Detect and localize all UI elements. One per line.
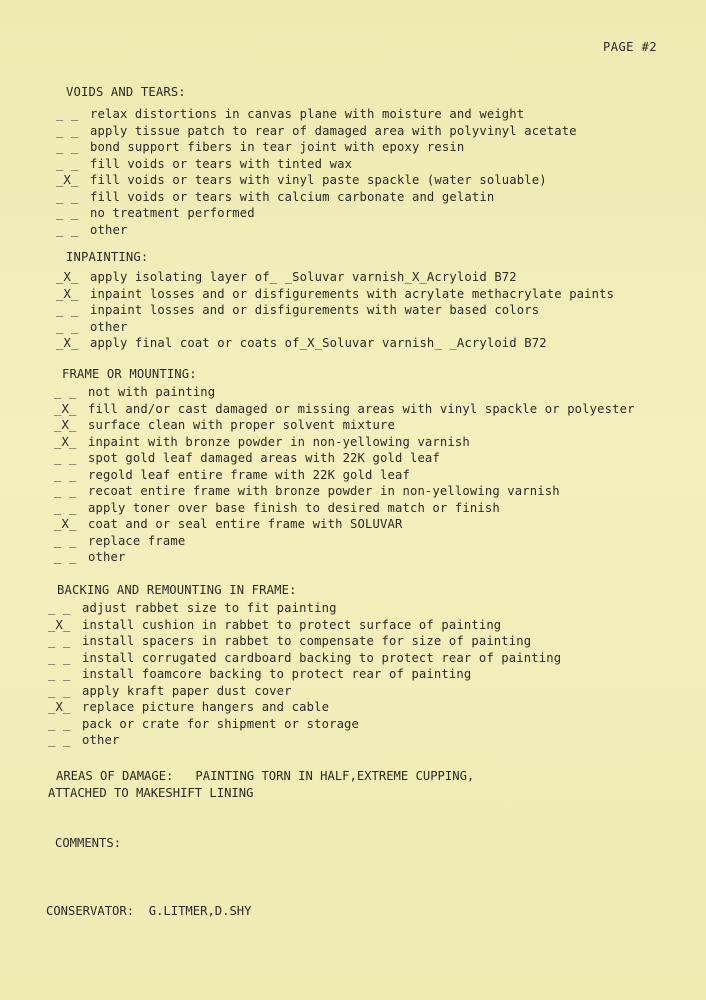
check-mark: _ _ — [48, 683, 71, 698]
item-text: install foamcore backing to protect rear of painting — [82, 667, 472, 681]
check-mark: _ _ — [54, 467, 77, 482]
section-heading: VOIDS AND TEARS: — [66, 85, 186, 99]
checklist-item — [48, 732, 561, 749]
item-text: apply toner over base finish to desired match or finish — [88, 500, 500, 515]
checklist-item — [56, 189, 577, 206]
item-text: adjust rabbet size to fit painting — [82, 601, 337, 615]
areas-of-damage-line1: PAINTING TORN IN HALF,EXTREME CUPPING, — [195, 769, 475, 783]
item-text: apply kraft paper dust cover — [82, 683, 292, 698]
checklist-item — [54, 500, 635, 517]
item-text: other — [82, 733, 120, 747]
check-mark: _X_ — [54, 418, 77, 432]
areas-of-damage-line2: ATTACHED TO MAKESHIFT LINING — [48, 786, 254, 800]
check-mark: _ _ — [56, 107, 79, 121]
checklist-item — [56, 156, 577, 173]
comments-label: COMMENTS: — [55, 836, 122, 850]
check-mark: _ _ — [56, 206, 79, 220]
check-mark: _ _ — [56, 156, 79, 171]
check-mark: _ _ — [48, 667, 71, 681]
checklist-item — [54, 401, 635, 418]
check-mark: _ _ — [56, 303, 79, 317]
conservator-line — [46, 904, 251, 918]
item-text: install corrugated cardboard backing to protect rear of painting — [82, 650, 562, 665]
section-heading: INPAINTING: — [66, 250, 149, 264]
section-heading: BACKING AND REMOUNTING IN FRAME: — [57, 583, 297, 597]
areas-of-damage — [48, 768, 474, 802]
check-mark: _ _ — [56, 319, 79, 334]
item-text: surface clean with proper solvent mixture — [88, 418, 395, 432]
checklist-item — [56, 205, 577, 222]
section-heading: FRAME OR MOUNTING: — [62, 367, 197, 381]
item-text: regold leaf entire frame with 22K gold leaf — [88, 467, 410, 482]
checklist-item — [56, 319, 614, 336]
item-text: install spacers in rabbet to compensate for size of painting — [82, 634, 532, 648]
checklist-item — [54, 467, 635, 484]
item-text: inpaint losses and or disfigurements with water based colors — [90, 303, 540, 317]
item-text: apply isolating layer of_ _Soluvar varnish_X_Acryloid B72 — [90, 270, 517, 284]
checklist-item — [56, 123, 577, 140]
check-mark: _ _ — [56, 189, 79, 204]
item-text: fill voids or tears with vinyl paste spackle (water soluable) — [90, 173, 547, 187]
checklist-item — [48, 650, 561, 667]
checklist-item — [56, 269, 614, 286]
checklist-item — [56, 335, 614, 352]
item-text: bond support fibers in tear joint with epoxy resin — [90, 140, 465, 154]
item-text: apply tissue patch to rear of damaged area with polyvinyl acetate — [90, 123, 577, 138]
check-mark: _ _ — [54, 533, 77, 548]
checklist-item — [48, 716, 561, 733]
item-text: replace picture hangers and cable — [82, 700, 330, 714]
check-mark: _ _ — [48, 650, 71, 665]
checklist-item — [56, 286, 614, 303]
check-mark: _ _ — [54, 484, 77, 498]
check-mark: _ _ — [56, 140, 79, 154]
item-text: fill voids or tears with calcium carbonate and gelatin — [90, 189, 495, 204]
check-mark: _X_ — [48, 617, 71, 632]
check-mark: _X_ — [56, 286, 79, 301]
checklist-item — [56, 139, 577, 156]
page-number: PAGE #2 — [603, 40, 658, 54]
checklist-item — [54, 450, 635, 467]
check-mark: _X_ — [56, 270, 79, 284]
checklist-item — [54, 533, 635, 550]
section-backing-and-remounting — [48, 582, 561, 749]
checklist-item — [56, 222, 577, 239]
check-mark: _ _ — [56, 123, 79, 138]
check-mark: _ _ — [54, 385, 77, 399]
check-mark: _ _ — [48, 634, 71, 648]
check-mark: _ _ — [54, 550, 77, 564]
item-text: fill and/or cast damaged or missing areas with vinyl spackle or polyester — [88, 401, 635, 416]
checklist-item — [54, 434, 635, 451]
item-text: relax distortions in canvas plane with moisture and weight — [90, 107, 525, 121]
checklist-item — [48, 699, 561, 716]
conservator-value: G.LITMER,D.SHY — [148, 904, 252, 918]
checklist-item — [48, 683, 561, 700]
item-text: replace frame — [88, 533, 186, 548]
check-mark: _X_ — [56, 336, 79, 350]
checklist-item — [48, 666, 561, 683]
item-text: other — [90, 222, 128, 237]
item-text: not with painting — [88, 385, 216, 399]
conservator-label: CONSERVATOR: — [46, 904, 135, 918]
checklist-item — [48, 633, 561, 650]
section-inpainting — [56, 249, 614, 352]
item-text: recoat entire frame with bronze powder in non-yellowing varnish — [88, 484, 560, 498]
item-text: inpaint losses and or disfigurements with acrylate methacrylate paints — [90, 286, 615, 301]
checklist-item — [54, 384, 635, 401]
item-text: no treatment performed — [90, 206, 255, 220]
checklist-item — [54, 483, 635, 500]
checklist-item — [48, 617, 561, 634]
check-mark: _X_ — [48, 700, 71, 714]
areas-of-damage-label: AREAS OF DAMAGE: — [56, 769, 174, 783]
section-voids-and-tears — [56, 84, 577, 238]
item-text: pack or crate for shipment or storage — [82, 716, 360, 731]
check-mark: _ _ — [54, 451, 77, 465]
check-mark: _X_ — [54, 517, 77, 531]
item-text: other — [88, 550, 126, 564]
check-mark: _ _ — [48, 716, 71, 731]
check-mark: _ _ — [56, 222, 79, 237]
item-text: inpaint with bronze powder in non-yellowing varnish — [88, 434, 470, 449]
check-mark: _X_ — [54, 434, 77, 449]
item-text: spot gold leaf damaged areas with 22K gold leaf — [88, 451, 440, 465]
item-text: apply final coat or coats of_X_Soluvar varnish_ _Acryloid B72 — [90, 336, 547, 350]
item-text: coat and or seal entire frame with SOLUVAR — [88, 517, 403, 531]
check-mark: _ _ — [48, 733, 71, 747]
check-mark: _X_ — [56, 173, 79, 187]
check-mark: _X_ — [54, 401, 77, 416]
section-frame-or-mounting — [54, 366, 635, 566]
checklist-item — [48, 600, 561, 617]
checklist-item — [56, 106, 577, 123]
checklist-item — [54, 549, 635, 566]
checklist-item — [56, 302, 614, 319]
checklist-item — [54, 516, 635, 533]
check-mark: _ _ — [48, 601, 71, 615]
checklist-item — [56, 172, 577, 189]
item-text: install cushion in rabbet to protect surface of painting — [82, 617, 502, 632]
check-mark: _ _ — [54, 500, 77, 515]
checklist-item — [54, 417, 635, 434]
item-text: other — [90, 319, 128, 334]
item-text: fill voids or tears with tinted wax — [90, 156, 353, 171]
